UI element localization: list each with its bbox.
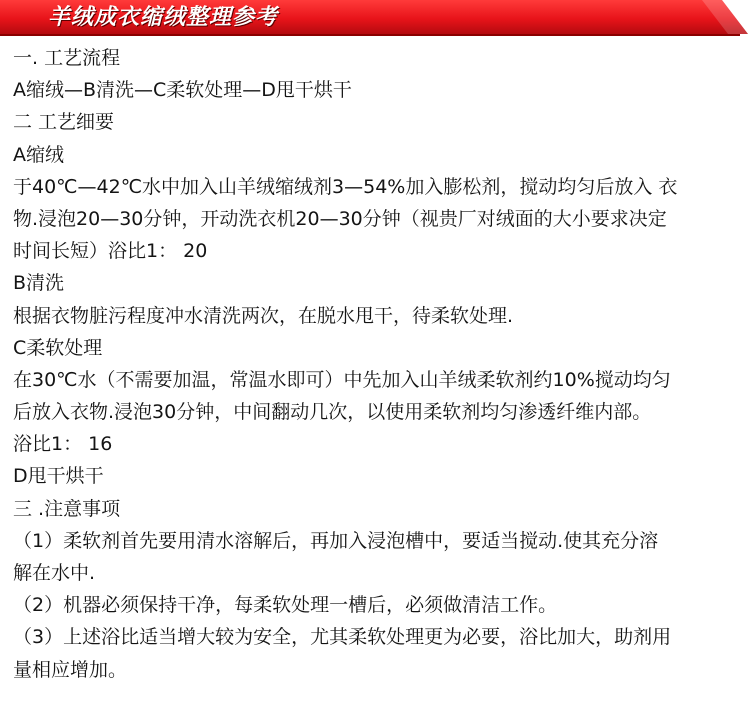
note-line: （3）上述浴比适当增大较为安全，尤其柔软处理更为必要，浴比加大，助剂用 [13,626,672,649]
step-c-text-line: 浴比1： 16 [13,433,113,456]
process-steps: A缩绒—B清洗—C柔软处理—D甩干烘干 [13,79,352,102]
note-line: 量相应增加。 [13,658,128,681]
section-heading-process: 一. 工艺流程 [13,47,121,69]
note-line: 解在水中. [13,562,96,584]
step-a-text-line: 物.浸泡20—30分钟，开动洗衣机20—30分钟（视贵厂对绒面的大小要求决定 [13,207,667,230]
step-b-title: B清洗 [13,272,65,295]
step-b-text-line: 根据衣物脏污程度冲水清洗两次，在脱水甩干，待柔软处理. [13,304,514,327]
section-heading-details: 二 工艺细要 [13,111,115,134]
note-line: （2）机器必须保持干净，每柔软处理一槽后，必须做清洁工作。 [13,594,558,617]
step-d-title: D甩干烘干 [13,465,104,488]
section-heading-notes: 三 .注意事项 [13,497,121,520]
step-c-text-line: 后放入衣物.浸泡30分钟，中间翻动几次，以使用柔软剂均匀渗透纤维内部。 [13,401,652,424]
step-a-title: A缩绒 [13,143,64,166]
title-banner [0,0,750,36]
step-a-text-line: 于40℃—42℃水中加入山羊绒缩绒剂3—54%加入膨松剂，搅动均匀后放入 衣 [13,175,678,198]
step-c-title: C柔软处理 [13,336,103,359]
step-a-text-line: 时间长短）浴比1： 20 [13,240,208,263]
banner-underline [0,34,740,36]
banner-title: 羊绒成衣缩绒整理参考 [48,5,279,30]
step-c-text-line: 在30℃水（不需要加温，常温水即可）中先加入山羊绒柔软剂约10%搅动均匀 [13,368,671,391]
document-body [13,42,743,686]
note-line: （1）柔软剂首先要用清水溶解后，再加入浸泡槽中，要适当搅动.使其充分溶 [13,529,659,552]
